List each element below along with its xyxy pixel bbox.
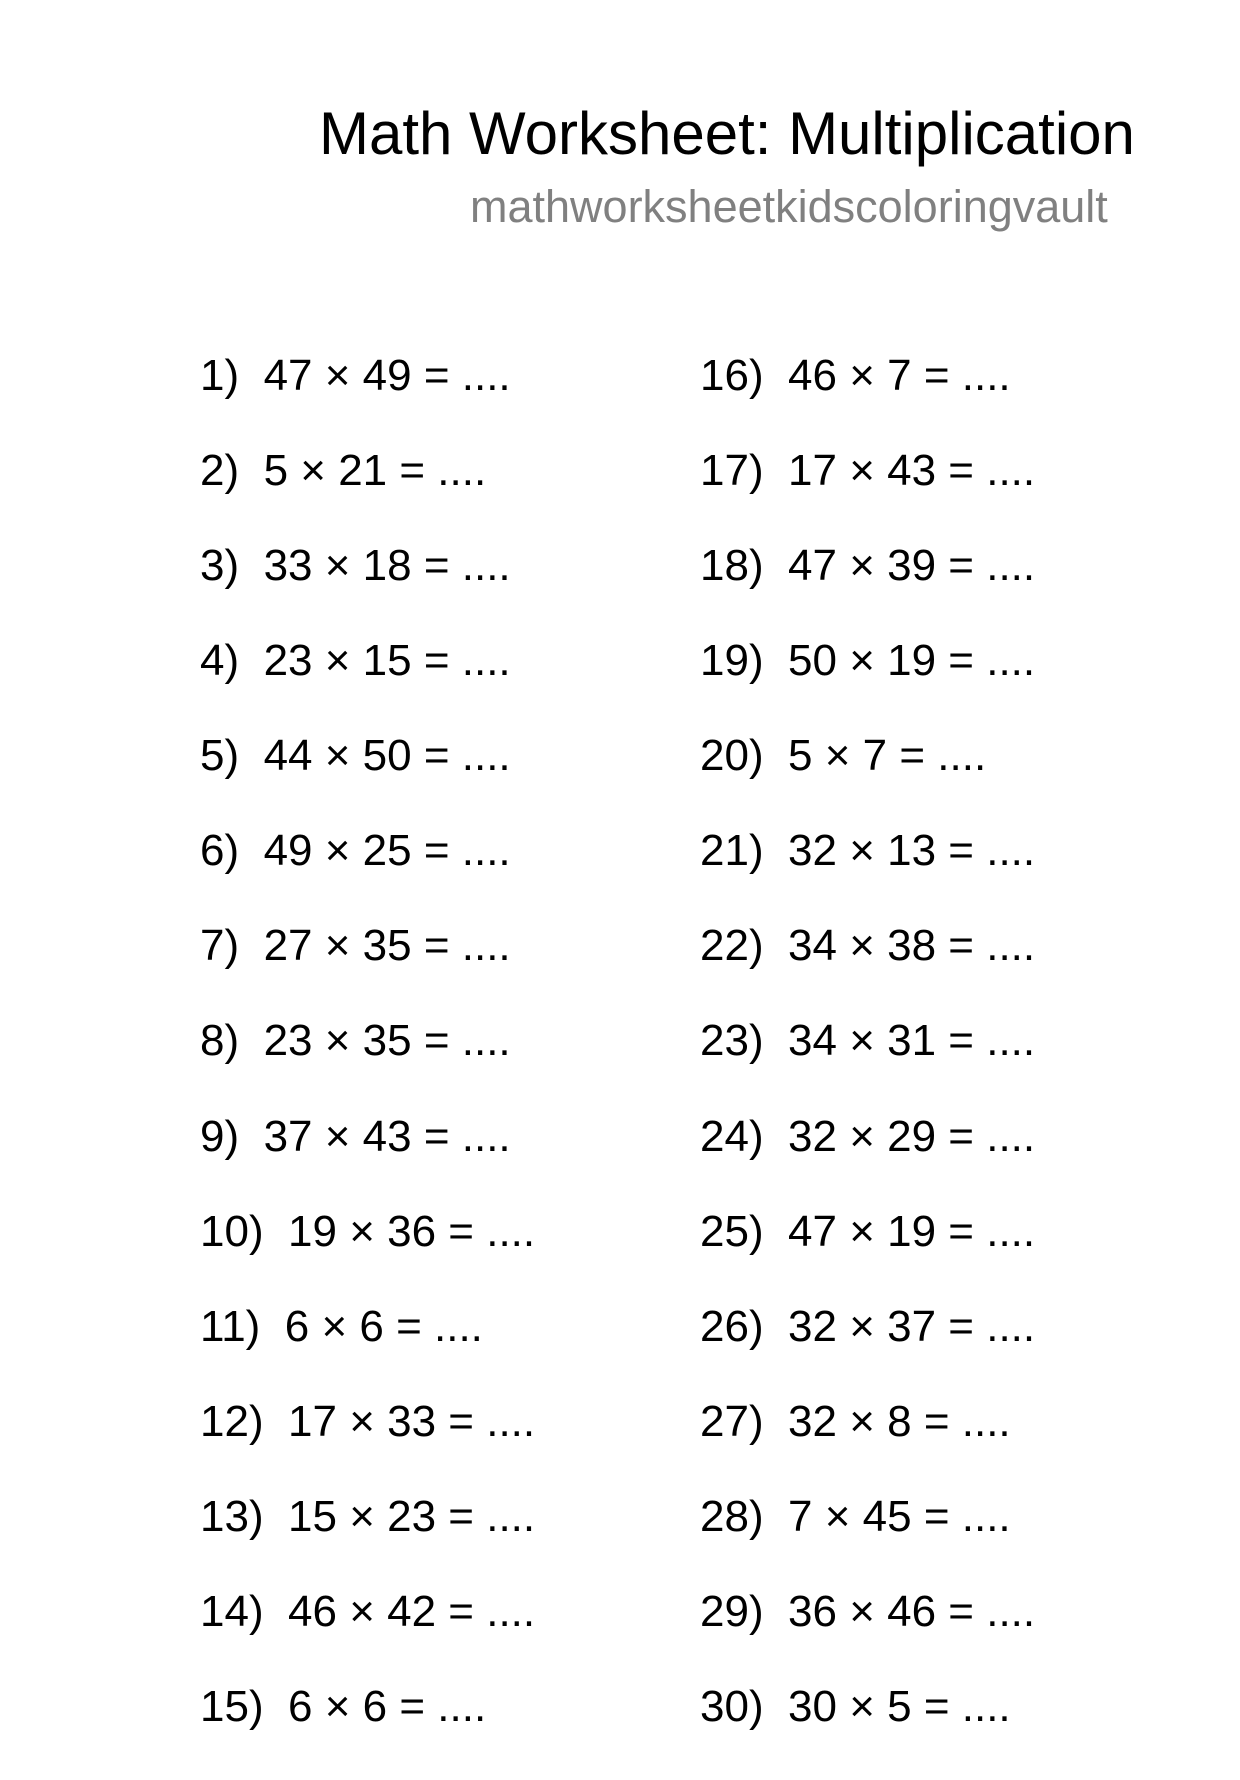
problem-2: 2) 5 × 21 = .... (200, 446, 487, 496)
problem-1: 1) 47 × 49 = .... (200, 351, 511, 400)
problem-22: 22) 34 × 38 = .... (700, 921, 1036, 971)
page-title: Math Worksheet: Multiplication (319, 100, 1135, 167)
problem-10: 10) 19 × 36 = .... (200, 1206, 536, 1256)
problem-20: 20) 5 × 7 = .... (700, 731, 987, 781)
problem-7: 7) 27 × 35 = .... (200, 921, 511, 971)
problem-15: 15) 6 × 6 = .... (200, 1681, 487, 1731)
problem-25: 25) 47 × 19 = .... (700, 1206, 1036, 1256)
problem-27: 27) 32 × 8 = .... (700, 1396, 1011, 1446)
problem-23: 23) 34 × 31 = .... (700, 1016, 1036, 1066)
problem-column-left (200, 351, 536, 1780)
problem-18: 18) 47 × 39 = .... (700, 541, 1036, 591)
problem-column-right (700, 351, 1036, 1780)
problem-11: 11) 6 × 6 = .... (200, 1301, 483, 1351)
problem-9: 9) 37 × 43 = .... (200, 1111, 511, 1161)
problem-28: 28) 7 × 45 = .... (700, 1491, 1011, 1541)
problem-24: 24) 32 × 29 = .... (700, 1111, 1036, 1161)
problem-4: 4) 23 × 15 = .... (200, 636, 511, 686)
problem-14: 14) 46 × 42 = .... (200, 1586, 536, 1636)
page-subtitle: mathworksheetkidscoloringvault (470, 181, 1108, 232)
problem-8: 8) 23 × 35 = .... (200, 1016, 511, 1066)
problem-6: 6) 49 × 25 = .... (200, 826, 511, 876)
problem-3: 3) 33 × 18 = .... (200, 541, 511, 591)
problem-26: 26) 32 × 37 = .... (700, 1301, 1036, 1351)
problem-17: 17) 17 × 43 = .... (700, 446, 1036, 496)
problem-12: 12) 17 × 33 = .... (200, 1396, 536, 1446)
problem-30: 30) 30 × 5 = .... (700, 1681, 1011, 1731)
problem-21: 21) 32 × 13 = .... (700, 826, 1036, 876)
problem-29: 29) 36 × 46 = .... (700, 1586, 1036, 1636)
problem-19: 19) 50 × 19 = .... (700, 636, 1036, 686)
problem-13: 13) 15 × 23 = .... (200, 1491, 536, 1541)
problem-16: 16) 46 × 7 = .... (700, 351, 1011, 400)
problem-5: 5) 44 × 50 = .... (200, 731, 511, 781)
